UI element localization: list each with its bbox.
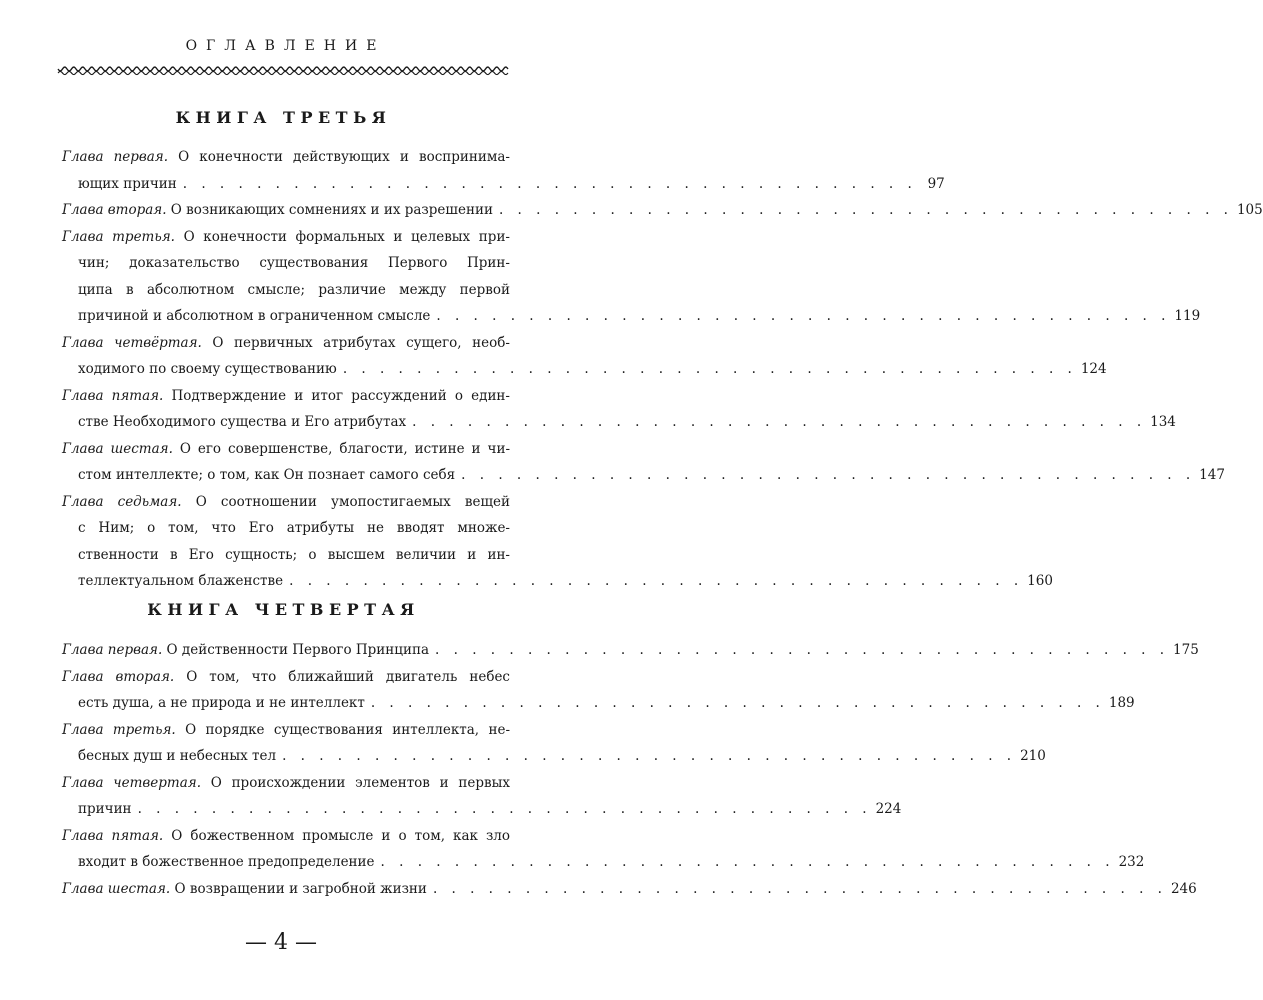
toc-entry-text-last: стом интеллекте; о том, как Он познает самого себя <box>78 467 456 483</box>
dot-leader: . . . . . . . . . . . . . . . . . . . . . . . . . . . . . . . . . . . . . . . . <box>412 414 1147 430</box>
toc-entry-text-last: ходимого по своему существованию <box>78 361 337 377</box>
toc-entry-last-line <box>62 876 1197 903</box>
toc-entry-line <box>62 717 510 744</box>
toc-entry-line <box>62 489 510 516</box>
toc-entry-text: Подтверждение и итог рассуждений о един- <box>171 387 510 404</box>
dot-leader: . . . . . . . . . . . . . . . . . . . . . . . . . . . . . . . . . . . . . . . . <box>289 573 1024 589</box>
toc-entry-line <box>62 823 510 850</box>
toc-entry-text: О его совершенстве, благости, истине и чи- <box>179 440 511 457</box>
book-four-title: КНИГА ЧЕТВЕРТАЯ <box>147 600 420 619</box>
toc-entry-line <box>62 436 510 463</box>
toc-entry-text: О конечности действующих и воспринима- <box>178 149 510 165</box>
toc-entry-text: ципа в абсолютном смысле; различие между первой <box>78 281 510 298</box>
chapter-label: Глава пятая. <box>62 387 164 404</box>
toc-entry-text <box>62 637 429 664</box>
toc-entry-text-last: причиной и абсолютном в ограниченном смысле <box>78 308 431 324</box>
chapter-label: Глава седьмая. <box>62 493 182 510</box>
toc-page-number: 189 <box>1108 695 1135 711</box>
toc-entry-text: с Ним; о том, что Его атрибуты не вводят множе- <box>78 520 510 536</box>
toc-entry-text <box>62 462 455 489</box>
toc-entry-text <box>62 876 427 903</box>
toc-entry-text <box>62 849 375 876</box>
toc-entry-line <box>62 542 510 569</box>
dot-leader: . . . . . . . . . . . . . . . . . . . . . . . . . . . . . . . . . . . . . . . . <box>435 642 1170 658</box>
toc-entry-text: О том, что ближайший двигатель небес <box>186 668 510 685</box>
toc-page-number: 160 <box>1027 573 1053 589</box>
toc-page-number: 124 <box>1080 361 1107 377</box>
toc-entry-text <box>62 568 283 595</box>
chapter-label: Глава третья. <box>62 228 175 245</box>
chapter-label: Глава шестая. <box>62 880 171 897</box>
toc-entry-text <box>62 197 493 224</box>
toc-entry <box>62 489 1053 595</box>
toc-entry-text: О конечности формальных и целевых при- <box>183 228 510 245</box>
toc-page-number: 232 <box>1118 854 1145 870</box>
running-head: ОГЛАВЛЕНИЕ <box>185 38 386 54</box>
dot-leader: . . . . . . . . . . . . . . . . . . . . . . . . . . . . . . . . . . . . . . . . <box>498 202 1233 218</box>
toc-entry-text: О соотношении умопостигаемых вещей <box>195 493 510 510</box>
toc-entry-last-line <box>62 171 945 198</box>
toc-entry-text-last: бесных душ и небесных тел <box>78 748 277 764</box>
dot-leader: . . . . . . . . . . . . . . . . . . . . . . . . . . . . . . . . . . . . . . . . <box>342 361 1077 377</box>
toc-entry-text: О божественном промысле и о том, как зло <box>171 827 511 844</box>
toc-page-number: 175 <box>1173 642 1199 658</box>
toc-entry-text-last: О возвращении и загробной жизни <box>174 880 427 897</box>
toc-entry <box>62 144 945 197</box>
toc-entry <box>62 770 902 823</box>
toc-entry-line <box>62 250 510 277</box>
toc-entry-last-line <box>62 462 1225 489</box>
toc-entry-line <box>62 664 510 691</box>
chapter-label: Глава третья. <box>62 721 176 738</box>
chapter-label: Глава шестая. <box>62 440 173 457</box>
toc-page-number: 224 <box>875 801 902 817</box>
toc-entry-text <box>62 171 177 198</box>
toc-entry-text <box>62 690 365 717</box>
chapter-label: Глава четвёртая. <box>62 334 202 351</box>
toc-entry-last-line <box>62 197 1263 224</box>
toc-entry-last-line <box>62 568 1053 595</box>
toc-entry <box>62 664 1135 717</box>
toc-page-number: 97 <box>927 175 945 192</box>
toc-page-number: 210 <box>1020 748 1046 764</box>
toc-entry-text-last: причин <box>78 801 132 817</box>
chapter-label: Глава первая. <box>62 642 163 658</box>
toc-entry-text-last: ющих причин <box>78 175 177 192</box>
dot-leader: . . . . . . . . . . . . . . . . . . . . . . . . . . . . . . . . . . . . . . . . <box>137 801 872 817</box>
toc-entry <box>62 197 1263 224</box>
toc-entry-line <box>62 277 510 304</box>
chapter-label: Глава четвертая. <box>62 774 201 791</box>
wavy-divider <box>58 64 508 78</box>
toc-entry <box>62 637 1199 664</box>
toc-entry-text: О происхождении элементов и первых <box>210 774 510 791</box>
toc-page-number: 134 <box>1150 414 1176 430</box>
chapter-label: Глава пятая. <box>62 827 164 844</box>
toc-page-number: 147 <box>1199 467 1225 483</box>
toc-entry-text-last: О действенности Первого Принципа <box>166 642 430 658</box>
toc-entry <box>62 717 1046 770</box>
dot-leader: . . . . . . . . . . . . . . . . . . . . . . . . . . . . . . . . . . . . . . . . <box>380 854 1115 870</box>
dot-leader: . . . . . . . . . . . . . . . . . . . . . . . . . . . . . . . . . . . . . . . . <box>461 467 1196 483</box>
dot-leader: . . . . . . . . . . . . . . . . . . . . . . . . . . . . . . . . . . . . . . . . <box>370 695 1105 711</box>
toc-entry-text-last: теллектуальном блаженстве <box>78 573 284 589</box>
toc-entry-text <box>62 796 132 823</box>
toc-entry <box>62 876 1197 903</box>
toc-entry-line <box>62 330 510 357</box>
book-three-title: КНИГА ТРЕТЬЯ <box>175 108 392 127</box>
toc-entry-text-last: есть душа, а не природа и не интеллект <box>78 695 365 711</box>
page-number: — 4 — <box>245 930 317 955</box>
toc-entry-line <box>62 144 510 171</box>
toc-entry-text <box>62 303 430 330</box>
dot-leader: . . . . . . . . . . . . . . . . . . . . . . . . . . . . . . . . . . . . . . . . <box>282 748 1017 764</box>
toc-entry-last-line <box>62 743 1046 770</box>
toc-entry <box>62 383 1176 436</box>
toc-page-number: 105 <box>1236 202 1263 218</box>
toc-entry-text-last: входит в божественное предопределение <box>78 854 375 870</box>
toc-entry-last-line <box>62 356 1107 383</box>
dot-leader: . . . . . . . . . . . . . . . . . . . . . . . . . . . . . . . . . . . . . . . . <box>182 175 917 192</box>
toc-entry-text <box>62 743 276 770</box>
toc-entry-last-line <box>62 690 1135 717</box>
toc-page-number: 119 <box>1174 308 1201 324</box>
dot-leader: . . . . . . . . . . . . . . . . . . . . . . . . . . . . . . . . . . . . . . . . <box>436 308 1171 324</box>
toc-entry-text: чин; доказательство существования Первого Прин- <box>78 255 510 271</box>
toc-book-four <box>62 637 1199 902</box>
toc-entry <box>62 823 1145 876</box>
dot-leader: . . . . . . . . . . . . . . . . . . . . . . . . . . . . . . . . . . . . . . . . <box>432 880 1167 897</box>
toc-entry-text: О порядке существования интеллекта, не- <box>185 721 511 738</box>
toc-entry-last-line <box>62 637 1199 664</box>
toc-entry-last-line <box>62 849 1145 876</box>
toc-entry-text-last: О возникающих сомнениях и их разрешении <box>170 202 493 218</box>
toc-entry-last-line <box>62 409 1176 436</box>
toc-entry-line <box>62 515 510 542</box>
chapter-label: Глава вторая. <box>62 668 175 685</box>
toc-entry-text-last: стве Необходимого существа и Его атрибутах <box>78 414 407 430</box>
chapter-label: Глава вторая. <box>62 202 167 218</box>
toc-entry-line <box>62 770 510 797</box>
toc-entry-text <box>62 356 337 383</box>
toc-entry <box>62 436 1225 489</box>
toc-page-number: 246 <box>1170 880 1197 897</box>
toc-entry <box>62 330 1107 383</box>
toc-entry-text <box>62 409 406 436</box>
toc-entry-line <box>62 224 510 251</box>
toc-book-three <box>62 144 1263 595</box>
toc-entry-last-line <box>62 303 1201 330</box>
toc-entry-line <box>62 383 510 410</box>
toc-entry <box>62 224 1201 330</box>
toc-entry-text: ственности в Его сущность; о высшем величии и ин- <box>78 546 510 563</box>
toc-entry-last-line <box>62 796 902 823</box>
toc-entry-text: О первичных атрибутах сущего, необ- <box>212 334 510 351</box>
chapter-label: Глава первая. <box>62 149 169 165</box>
